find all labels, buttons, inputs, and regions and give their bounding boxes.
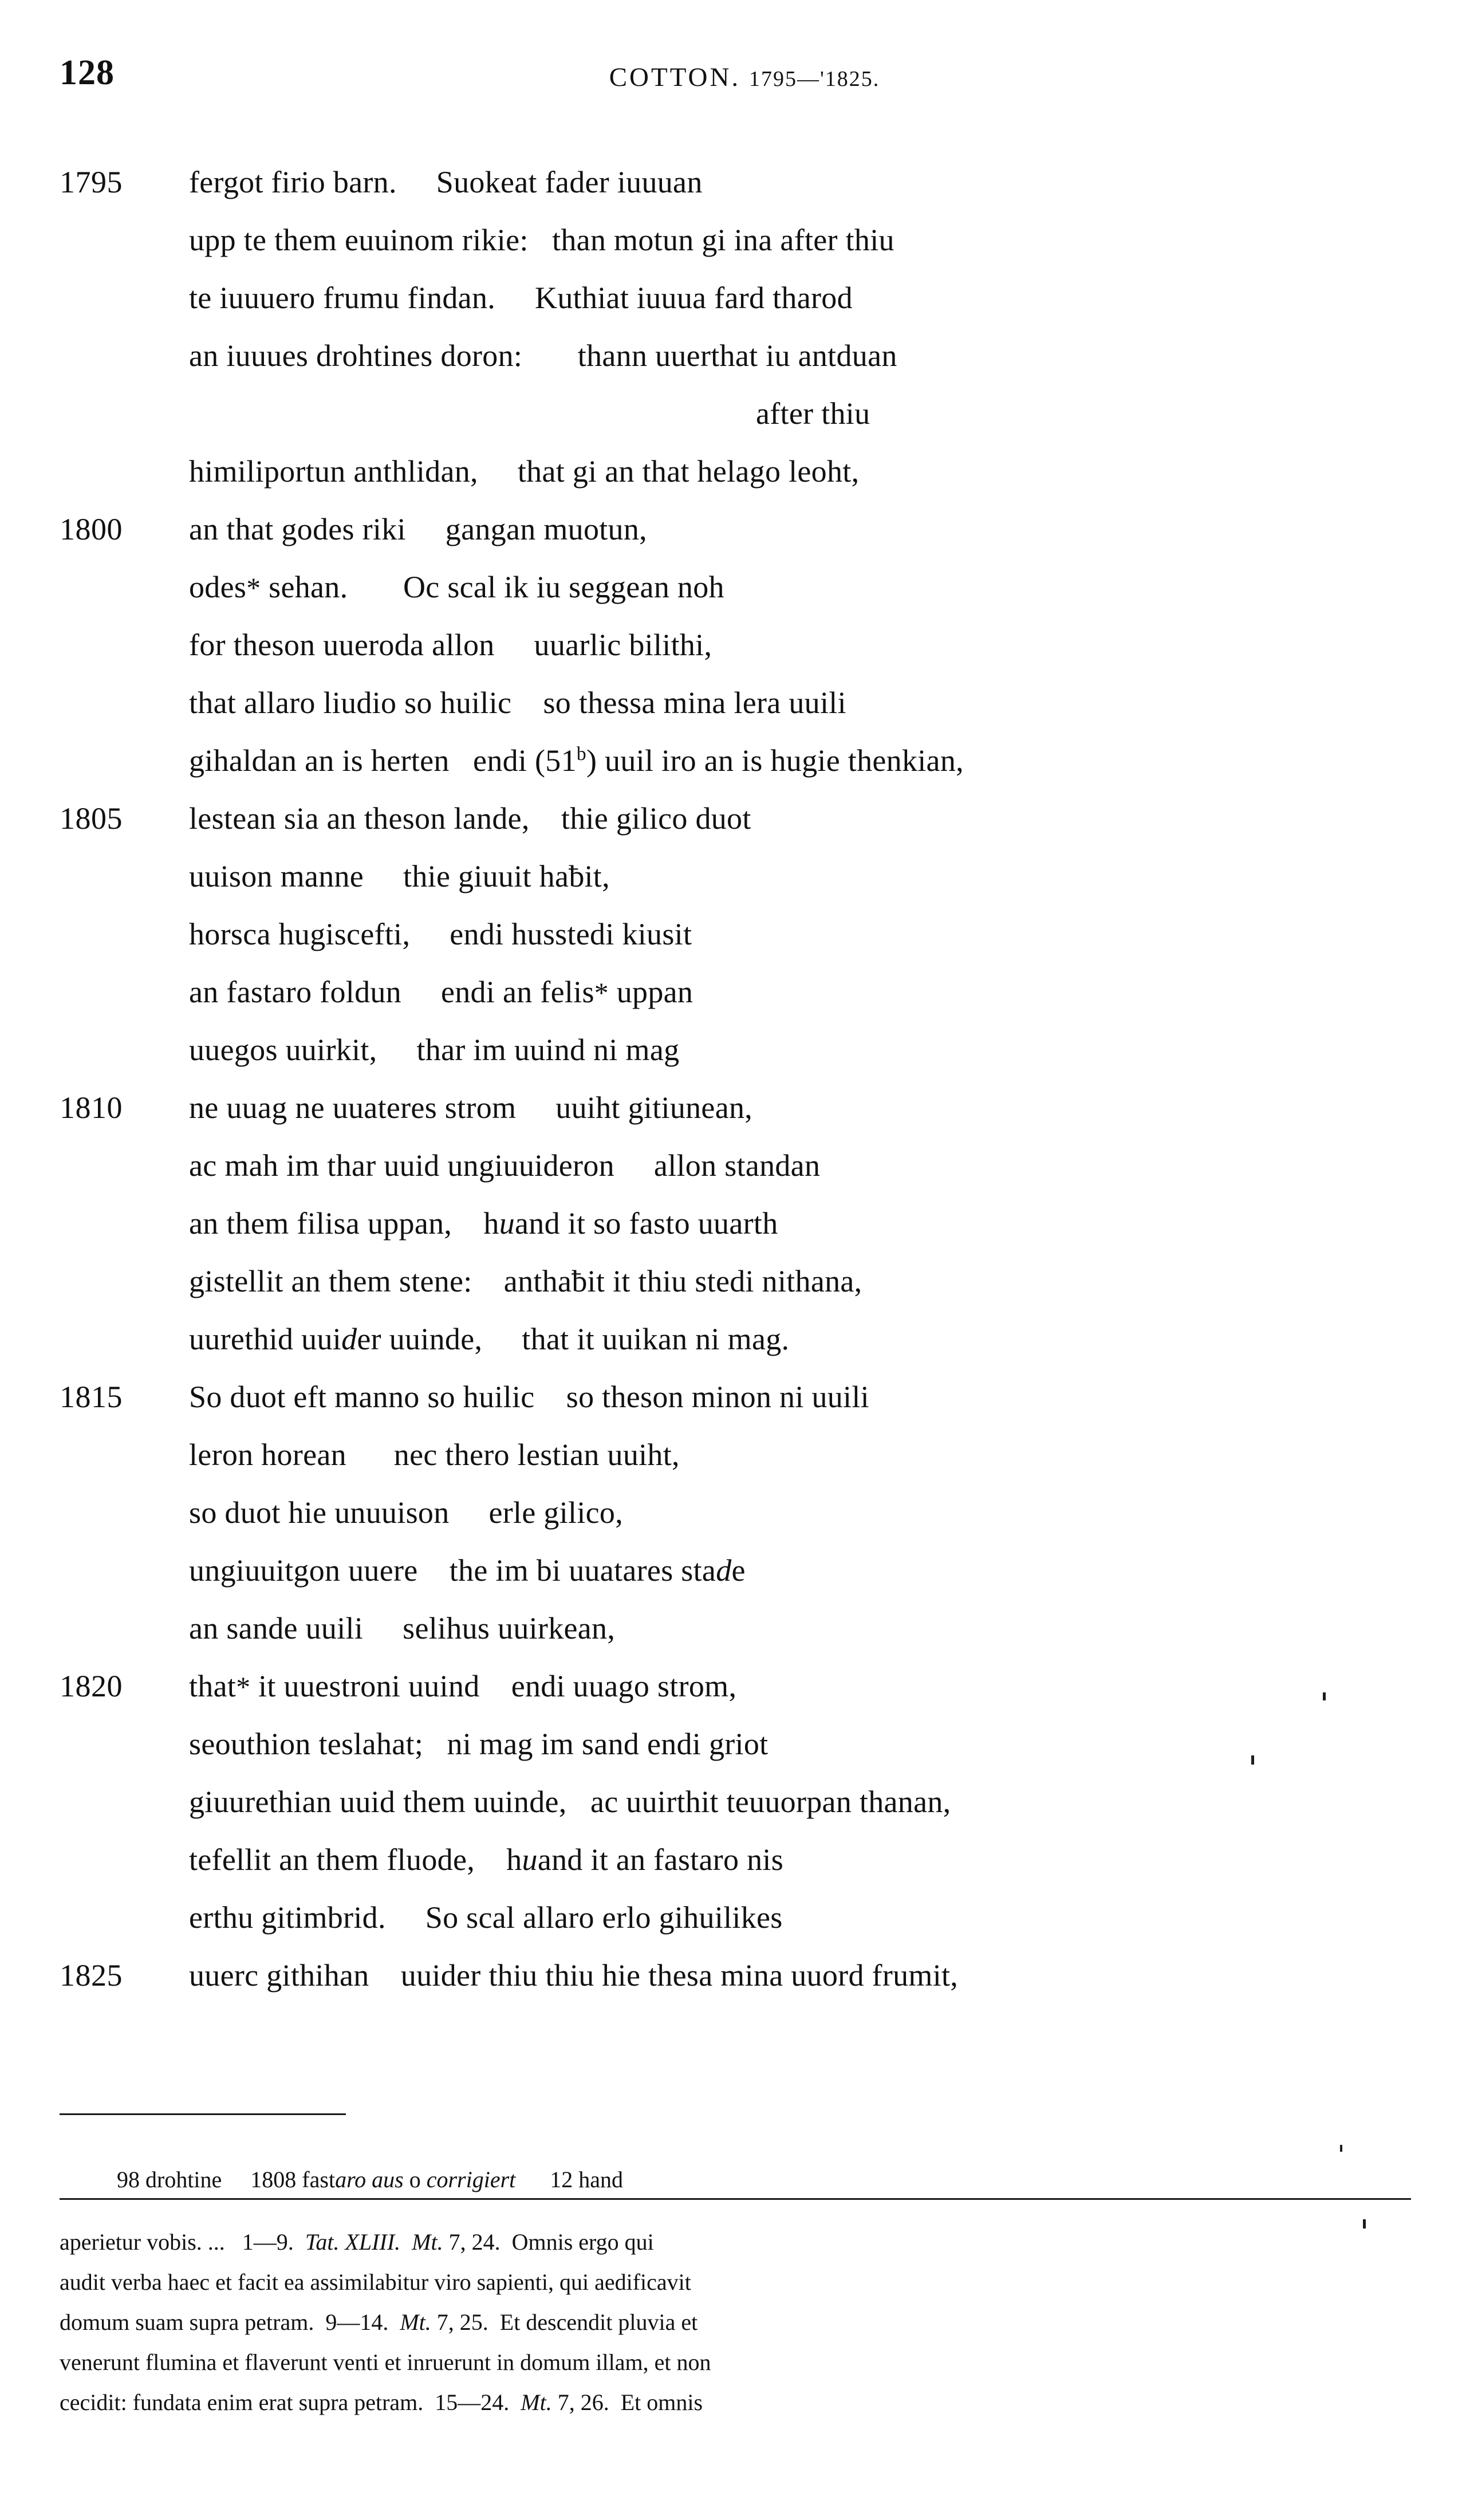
latin-note-line: aperietur vobis. ... 1—9. Tat. XLIII. Mt. 7, 24. Omnis ergo qui	[60, 2229, 654, 2255]
latin-source-note	[60, 2222, 1417, 2423]
verse-line	[0, 211, 1466, 269]
verse-line-text: te iuuuero frumu findan. Kuthiat iuuua fard tharod	[189, 281, 853, 315]
verse-line-text: horsca hugiscefti, endi husstedi kiusit	[189, 917, 692, 951]
verse-line-text: uuerc githihan uuider thiu thiu hie thesa mina uuord frumit,	[189, 1958, 959, 1993]
verse-line	[0, 269, 1466, 327]
verse-line	[0, 1368, 1466, 1426]
verse-block	[0, 153, 1466, 2005]
verse-line	[0, 1657, 1466, 1715]
verse-line-text: uuegos uuirkit, thar im uuind ni mag	[189, 1033, 680, 1067]
apparatus-entries: 98 drohtine 1808 fastaro aus o corrigiert 12 hand	[82, 2167, 624, 2192]
verse-line-text: gihaldan an is herten endi (51$^b$) uuil iro an is hugie thenkian,	[189, 743, 964, 778]
verse-line-text: ne uuag ne uuateres strom uuiht gitiunean,	[189, 1090, 753, 1125]
verse-line-text: that* it uuestroni uuind endi uuago strom,	[189, 1669, 737, 1703]
verse-line	[0, 501, 1466, 558]
verse-line-text: an that godes riki gangan muotun,	[189, 512, 647, 546]
verse-line-text: an fastaro foldun endi an felis* uppan	[189, 975, 693, 1009]
verse-line	[0, 905, 1466, 963]
verse-line-number: 1805	[60, 801, 123, 836]
latin-note-line: venerunt flumina et flaverunt venti et inruerunt in domum illam, et non	[60, 2349, 711, 2375]
verse-line-number: 1820	[60, 1669, 123, 1703]
verse-line-number: 1795	[60, 165, 123, 199]
verse-line	[0, 1484, 1466, 1542]
verse-line-text: tefellit an them fluode, huand it an fastaro nis	[189, 1842, 784, 1877]
scan-speck	[1251, 1755, 1254, 1765]
verse-line	[0, 616, 1466, 674]
verse-line-number: 1810	[60, 1090, 123, 1125]
verse-line	[0, 1253, 1466, 1310]
verse-line	[0, 732, 1466, 790]
verse-line-text: uuison manne thie giuuit haƀit,	[189, 859, 610, 893]
verse-line	[0, 1542, 1466, 1600]
running-head	[0, 0, 1466, 92]
verse-line	[0, 1715, 1466, 1773]
verse-line-text: So duot eft manno so huilic so theson minon ni uuili	[189, 1380, 869, 1414]
verse-line-text: gistellit an them stene: anthaƀit it thiu stedi nithana,	[189, 1264, 862, 1298]
verse-line-number: 1825	[60, 1958, 123, 1993]
verse-line	[0, 1947, 1466, 2005]
verse-line-text: uurethid uuider uuinde, that it uuikan ni mag.	[189, 1322, 790, 1356]
verse-line-text: so duot hie unuuison erle gilico,	[189, 1495, 624, 1530]
verse-line	[0, 1195, 1466, 1253]
verse-line-text: giuurethian uuid them uuinde, ac uuirthit teuuorpan thanan,	[189, 1785, 951, 1819]
verse-line-text: after thiu	[756, 396, 870, 431]
verse-line	[0, 1021, 1466, 1079]
verse-line-text: ac mah im thar uuid ungiuuideron allon standan	[189, 1148, 821, 1183]
apparatus-line	[60, 2135, 1411, 2224]
verse-line	[0, 1426, 1466, 1484]
verse-line	[0, 1831, 1466, 1889]
verse-line-text: an them filisa uppan, huand it so fasto uuarth	[189, 1206, 778, 1241]
apparatus-top-rule	[60, 2113, 346, 2115]
verse-line-text: lestean sia an theson lande, thie gilico duot	[189, 801, 751, 836]
running-head-title	[0, 64, 1466, 91]
verse-line	[0, 1773, 1466, 1831]
verse-line	[0, 1079, 1466, 1137]
verse-line-number: 1800	[60, 512, 123, 546]
verse-line-text: erthu gitimbrid. So scal allaro erlo gihuilikes	[189, 1900, 783, 1935]
verse-line	[0, 848, 1466, 905]
verse-line-text: himiliportun anthlidan, that gi an that helago leoht,	[189, 454, 860, 489]
verse-line	[0, 153, 1466, 211]
verse-line	[0, 558, 1466, 616]
verse-line-text: fergot firio barn. Suokeat fader iuuuan	[189, 165, 703, 199]
apparatus-bottom-rule	[60, 2198, 1411, 2200]
verse-line-number: 1815	[60, 1380, 123, 1414]
scan-speck	[1340, 2145, 1342, 2152]
latin-note-line: domum suam supra petram. 9—14. Mt. 7, 25. Et descendit pluvia et	[60, 2309, 698, 2335]
verse-line-text: upp te them euuinom rikie: than motun gi ina after thiu	[189, 223, 894, 257]
verse-line-text: an iuuues drohtines doron: thann uuerthat iu antduan	[189, 338, 897, 373]
verse-line-text: ungiuuitgon uuere the im bi uuatares stade	[189, 1553, 746, 1588]
scan-speck	[1323, 1692, 1326, 1700]
page-number: 128	[60, 53, 115, 92]
running-head-work: COTTON.	[609, 62, 741, 92]
verse-line-text: seouthion teslahat; ni mag im sand endi griot	[189, 1727, 769, 1761]
verse-line	[0, 1600, 1466, 1657]
scan-speck	[1363, 2219, 1366, 2228]
verse-line	[0, 674, 1466, 732]
verse-line-text: odes* sehan. Oc scal ik iu seggean noh	[189, 570, 724, 604]
verse-line	[0, 1137, 1466, 1195]
latin-note-line: cecidit: fundata enim erat supra petram. 15—24. Mt. 7, 26. Et omnis	[60, 2389, 703, 2415]
verse-line-text: an sande uuili selihus uuirkean,	[189, 1611, 616, 1645]
verse-line-text: that allaro liudio so huilic so thessa mina lera uuili	[189, 686, 846, 720]
verse-line-text: for theson uueroda allon uuarlic bilithi,	[189, 628, 712, 662]
running-head-line-range: 1795—'1825.	[748, 67, 880, 91]
verse-line	[0, 790, 1466, 848]
verse-line	[0, 443, 1466, 501]
latin-note-line: audit verba haec et facit ea assimilabitur viro sapienti, qui aedificavit	[60, 2269, 691, 2295]
verse-line-text: leron horean nec thero lestian uuiht,	[189, 1438, 680, 1472]
verse-line	[0, 1889, 1466, 1947]
verse-line	[0, 385, 1466, 443]
verse-line	[0, 963, 1466, 1021]
verse-line	[0, 327, 1466, 385]
verse-line	[0, 1310, 1466, 1368]
